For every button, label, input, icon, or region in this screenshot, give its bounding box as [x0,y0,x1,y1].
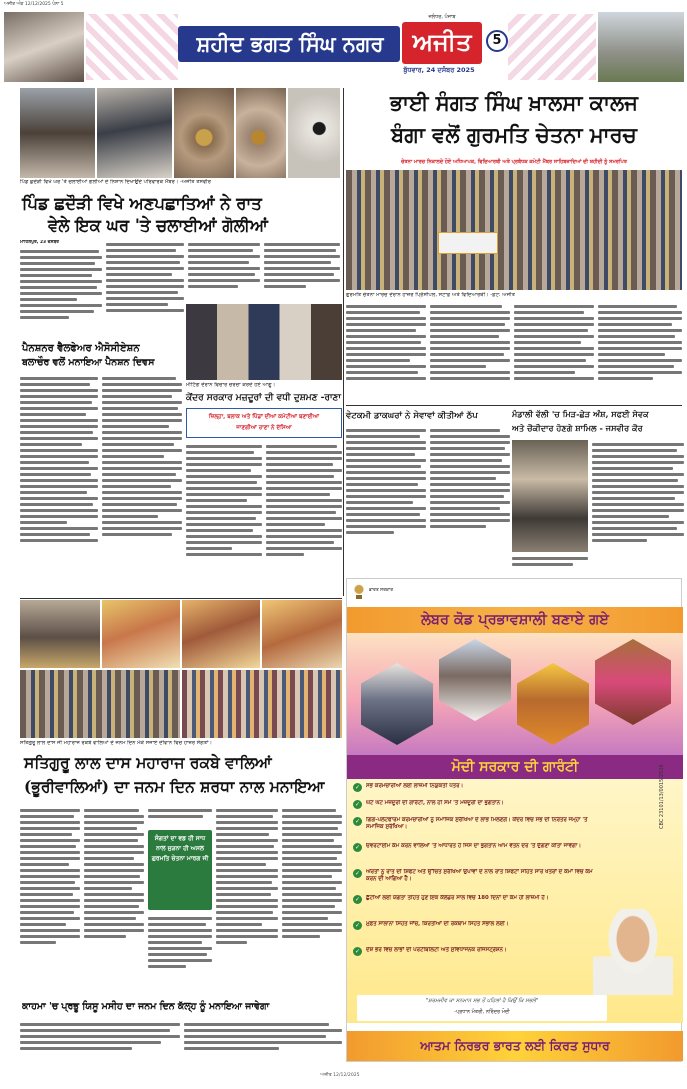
city-line: ਜਲੰਧਰ, ਪੰਜਾਬ [428,14,456,20]
satguru-photo-4 [262,600,342,668]
satguru-photo-2 [102,600,180,668]
mazdoor-headline: ਕੇਂਦਰ ਸਰਕਾਰ ਮਜ਼ਦੂਰਾਂ ਦੀ ਵਧੀ ਦੁਸ਼ਮਣ -ਰਾਣਾ [186,393,341,403]
check-icon: ✓ [354,948,361,955]
ad-hexagon-2 [439,639,511,721]
edition-title: ਸ਼ਹੀਦ ਭਗਤ ਸਿੰਘ ਨਗਰ [196,31,384,56]
divider-horizontal-left [20,598,342,599]
village-headline-2: ਅਤੇ ਚੌਕੀਦਾਰ ਹੋਣਗੇ ਸ਼ਾਮਿਲ - ਜਸਵੀਰ ਕੌਰ [512,423,643,433]
post-body-col-1 [346,426,426,576]
ad-pm-photo [593,909,673,995]
satguru-body-col-2 [84,806,144,990]
brand-name: ਅਜੀਤ [412,27,472,56]
satguru-photo-caption: ਸਤਿਗੁਰੂ ਲਾਲ ਦਾਸ ਜੀ ਮਹਾਰਾਜ ਰਕਬੇ ਵਾਲਿਆਂ ਦੇ ਜਨਮ ਦਿਨ ਮੌਕੇ ਸਜਾਏ ਦੀਵਾਨ ਵਿਚ ਹਾਜ਼ਰ ਸੰਗਤਾਂ। [20,740,213,746]
masthead-statue-photo [4,12,84,82]
firing-dateline: ਮਾਹਿਲਪੁਰ, 23 ਦਸੰਬਰ [20,240,59,245]
college-march-photo [346,170,682,290]
firing-body-col-3 [188,240,260,302]
ad-hexagon-1 [361,663,433,745]
check-icon: ✓ [354,870,361,877]
satguru-photo-1 [20,600,100,668]
ad-point [353,800,593,817]
christmas-headline: ਕਾਹਮਾ 'ਚ ਪ੍ਰਭੂ ਯਿਸੂ ਮਸੀਹ ਦਾ ਜਨਮ ਦਿਨ ਕੱਲ੍ਹ ਨੂੰ ਮਨਾਇਆ ਜਾਵੇਗਾ [22,1001,270,1012]
mazdoor-body-col-1 [186,442,262,596]
check-icon: ✓ [354,896,361,903]
christmas-body-col-1 [20,1020,180,1058]
masthead-date: ਬੁੱਧਵਾਰ, 24 ਦਸੰਬਰ 2025 [403,66,475,74]
pension-body-col-2 [102,374,182,596]
village-body-col-1 [592,440,684,576]
photo-bullet-1 [174,88,234,178]
ad-hexagon-4 [595,639,671,725]
ad-title: ਲੇਬਰ ਕੋਡ ਪ੍ਰਭਾਵਸ਼ਾਲੀ ਬਣਾਏ ਗਏ [421,611,609,628]
page-number: 5 [492,33,502,48]
top-strip-text: ਅਜੀਤ ਅੰਕ 12/12/2025 ਪੰਨਾ 5 [4,2,64,7]
photo-people [20,88,95,178]
ad-guarantee-heading: ਮੋਦੀ ਸਰਕਾਰ ਦੀ ਗਾਰੰਟੀ [451,759,579,775]
photo-man-turban [97,88,172,178]
college-body-col-4 [598,302,682,402]
satguru-body-col-3 [148,806,212,828]
satguru-photo-3 [182,600,260,668]
bottom-strip [240,1072,440,1082]
college-photo-caption: ਗੁਰਮਤਿ ਚੇਤਨਾ ਮਾਰਚ ਦੌਰਾਨ ਹਾਜ਼ਰ ਪ੍ਰਿੰਸੀਪਲ, ਸਟਾਫ਼ ਅਤੇ ਵਿਦਿਆਰਥੀ। -ਫ਼ੋਟੋ: ਅਜੀਤ [346,292,516,298]
ad-emblem [353,583,365,599]
check-icon: ✓ [354,818,361,825]
satguru-headline-2: (ਭੂਰੀਵਾਲਿਆਂ) ਦਾ ਜਨਮ ਦਿਨ ਸ਼ਰਧਾ ਨਾਲ ਮਨਾਇਆ [24,777,325,796]
college-headline-2: ਬੰਗਾ ਵਲੋਂ ਗੁਰਮਤਿ ਚੇਤਨਾ ਮਾਰਚ [391,122,637,147]
firing-headline-2: ਵੇਲੇ ਇਕ ਘਰ 'ਤੇ ਚਲਾਈਆਂ ਗੋਲੀਆਂ [48,216,268,235]
college-headline-1: ਭਾਈ ਸੰਗਤ ਸਿੰਘ ਖ਼ਾਲਸਾ ਕਾਲਜ [390,90,638,115]
ad-point [353,817,593,843]
college-red-strap-text: ਚੇਤਨਾ ਮਾਰਚ ਨਿਕਾਲਦੇ ਹੋਏ ਅਧਿਆਪਕ, ਵਿਦਿਆਰਥੀ ਅਤੇ ਪ੍ਰਬੰਧਕ ਕਮੇਟੀ ਮੈਂਬਰ ਸਾਹਿਬਜ਼ਾਦਿਆਂ ਦੀ ਸ਼ਹੀਦੀ ਨੂੰ ਸਮਰਪਿਤ [401,159,627,165]
check-icon: ✓ [354,844,361,851]
ad-point-text: ਔਰਤਾਂ ਨੂੰ ਰਾਤ ਦੀ ਸ਼ਿਫਟ ਅਤੇ ਉੱਚਿਤ ਸੁਰੱਖਿਆ ਉਪਾਵਾਂ ਦੇ ਨਾਲ ਰਾਤ ਸ਼ਿਫਟਾਂ ਸਹਿਤ ਸਾਰੇ ਖੇਤਰਾਂ ਦੇ ਕੰਮਾਂ ਵਿਚ ਕੰਮ ਕਰਨ ਦੀ ਆਗਿਆ ਹੈ। [366,869,593,883]
ad-point [353,869,593,895]
photo-bullet-2 [236,88,286,178]
bottom-strip-text: ਅਜੀਤ 12/12/2025 [320,1073,360,1078]
ad-footer: ਆਤਮ ਨਿਰਭਰ ਭਾਰਤ ਲਈ ਕਿਰਤ ਸੁਧਾਰ [420,1038,610,1053]
college-body-col-2 [430,302,510,402]
satguru-body-col-3b [148,914,212,990]
firing-body-col-4 [264,240,340,302]
firing-body-col-2 [106,240,184,332]
firing-headline-1: ਪਿੰਡ ਛਦੌੜੀ ਵਿਖੇ ਅਣਪਛਾਤਿਆਂ ਨੇ ਰਾਤ [22,194,262,213]
village-photo [512,440,588,552]
ad-point-text: ਗਿਗ-ਪਲੇਟਫਾਰਮ ਕਰਮਚਾਰੀਆਂ ਨੂੰ ਸਮਾਜਿਕ ਸੁਰੱਖਿਆ ਦੇ ਲਾਭ ਮਿਲਣਗੇ। ਕੇਂਦਰ ਵਿਚ ਸਭ ਦੀ ਨਿਰੰਤਰ ਜਮ੍ਹਾ 'ਤੇ ਸਮਾਜਿਕ ਸੁਰੱਖਿਆ। [366,817,588,831]
ad-point [353,843,593,869]
photo-strip-caption: ਪਿੰਡ ਛਦੌੜੀ ਵਿਖੇ ਘਰ 'ਤੇ ਚਲਾਈਆਂ ਗੋਲੀਆਂ ਦੇ ਨਿਸ਼ਾਨ ਦਿਖਾਉਂਦੇ ਪਰਿਵਾਰਕ ਮੈਂਬਰ। -ਅਜੀਤ ਤਸਵੀਰ [20,179,212,185]
college-march-banner [438,232,498,254]
satguru-pull-quote: ਸੰਗਤਾਂ ਦਾ ਵਡ ਹੀ ਸਾਧ ਨਾਲ ਜੁੜਨਾ ਹੀ ਅਸਲ ਗੁਰਮਤਿ ਚੇਤਨਾ ਮਾਰਗ ਜੀ [151,835,209,862]
village-body-col-2 [512,554,588,576]
ad-point-text: ਸਭੇ ਕਰਮਚਾਰੀਆਂ ਲਈ ਲਾਜ਼ਮੀ ਨਿਯੁਕਤੀ ਪੱਤਰ। [366,783,464,789]
mazdoor-photo [186,304,342,380]
column-divider-main [343,88,344,596]
check-icon: ✓ [354,801,361,808]
post-headline: ਵੇਟਕਮੀ ਡਾਕਘਰਾਂ ਨੇ ਸੇਵਾਵਾਂ ਕੀਤੀਆਂ ਠੱਪ [346,411,478,421]
ad-point [353,783,593,800]
labour-code-ad [346,578,682,1062]
ad-point-text: ਓਵਰਟਾਈਮ ਕੰਮ ਕਰਨ ਵਾਲਿਆਂ 'ਤੇ ਆਧਾਰਤ ਹੈ ਜਿਸ ਦਾ ਭੁਗਤਾਨ ਆਮ ਵੇਤਨ ਦਰ 'ਤੇ ਦੁੱਗਣਾ ਕੀਤਾ ਜਾਵੇਗਾ। [366,843,581,849]
check-icon: ✓ [354,784,361,791]
post-body-col-2 [430,426,510,576]
ad-point-text: ਦੇਸ਼ ਭਰ ਵਿਚ ਲਾਭਾਂ ਦੀ ਪੋਰਟੇਬਿਲਿਟੀ ਅਤੇ ਸੁਵਿਧਾਜਨਕ ਰਜਿਸਟ੍ਰੇਸ਼ਨ। [366,947,507,953]
mazdoor-body-col-2 [266,442,342,596]
satguru-body-col-1 [20,806,80,990]
masthead-pattern-right [508,14,596,80]
pension-headline: ਬਲਾਚੌਰ ਵਲੋਂ ਮਨਾਇਆ ਪੈਨਸ਼ਨ ਦਿਵਸ [22,357,155,368]
satguru-headline-1: ਸਤਿਗੁਰੂ ਲਾਲ ਦਾਸ ਮਹਾਰਾਜ ਰਕਬੇ ਵਾਲਿਆਂ [24,753,272,772]
ad-point-text: ਛੁੱਟੀਆਂ ਲਈ ਯੋਗਤਾ ਤਹਿਤ ਹੁਣ ਇਕ ਕੈਲੰਡਰ ਸਾਲ ਵਿਚ 180 ਦਿਨਾਂ ਦਾ ਕੰਮ ਹੀ ਲਾਜ਼ਮੀ ਹੈ। [366,895,549,901]
ad-point [353,921,593,947]
ad-point [353,895,593,921]
masthead [0,10,687,86]
ad-hero [347,633,683,755]
mazdoor-photo-caption: ਮੀਟਿੰਗ ਦੌਰਾਨ ਵਿਚਾਰ ਚਰਚਾ ਕਰਦੇ ਹੋਏ ਆਗੂ। [186,382,276,388]
ad-quote-attribution: -ਪ੍ਰਧਾਨ ਮੰਤਰੀ, ਨਰਿੰਦਰ ਮੋਦੀ [454,1009,510,1015]
photo-strip-left [20,88,340,178]
ad-point-text: ਘੱਟੋ ਘੱਟ ਮਜ਼ਦੂਰੀ ਦੀ ਗਾਰੰਟੀ, ਨਾਲ ਹੀ ਸਮੇਂ 'ਤੇ ਮਜ਼ਦੂਰੀ ਦਾ ਭੁਗਤਾਨ। [366,800,504,806]
ad-quote: "ਸ਼ਰਮਜੀਵ ਕਾ ਸਨਮਾਨ ਸਭ ਤੋਂ ਪਹਿਲਾਂ ਹੈ ਕਿਉਂ ਕਿ ਸਭਲੇ" [425,998,539,1004]
pension-body-col-1 [20,374,98,596]
satguru-photo-5 [20,670,180,738]
divider-horizontal-right [346,405,682,406]
ad-point-text: ਮੁਫ਼ਤ ਸਾਲਾਨਾ ਸਿਹਤ ਜਾਂਚ, ਕਿਰਤੀਆਂ ਦੀ ਰੋਕਥਾਮ ਸਿਹਤ ਸੰਭਾਲ ਲਈ। [366,921,509,927]
masthead-memorial-photo [598,12,684,82]
firing-body-col-1 [20,240,102,332]
top-strip [4,1,304,8]
masthead-banner [178,14,508,76]
village-headline-1: ਮੰਡਾਲੀ ਵੱਲੀ 'ਚ ਮਿੜ-ਛੇੜ ਅੰਸ਼, ਸਫਈ ਸੇਵਕ [512,409,649,419]
satguru-body-col-5 [282,806,342,990]
college-body-col-3 [514,302,594,402]
photo-bullet-hole [288,88,340,178]
christmas-body-col-2 [184,1020,342,1058]
ad-cbc-code: CBC 23101/13/0015/2526 [659,764,665,829]
satguru-photo-6 [182,670,342,738]
ad-points-list [353,783,593,1023]
satguru-photo-grid [20,600,342,738]
mazdoor-notice-line-1: ਜ਼ਿਲ੍ਹਾ, ਬਲਾਕ ਅਤੇ ਪਿੰਡਾਂ ਦੀਆਂ ਕਮੇਟੀਆਂ ਬਣਾਈਆਂ [208,414,320,420]
pension-kicker: ਪੈਨਸ਼ਨਰ ਵੈਲਫੇਅਰ ਐਸੋਸੀਏਸ਼ਨ [22,343,140,354]
ad-point [353,947,593,973]
satguru-body-col-4 [216,806,278,990]
masthead-pattern-left [86,14,178,80]
mazdoor-notice-line-2: ਜਾਣਗੀਆਂ ਰਾਣਾ ਨੇ ਦੱਸਿਆ [236,425,292,431]
ad-emblem-label: ਭਾਰਤ ਸਰਕਾਰ [369,588,394,593]
check-icon: ✓ [354,922,361,929]
ad-hexagon-3 [517,663,589,745]
college-body-col-1 [346,302,426,402]
